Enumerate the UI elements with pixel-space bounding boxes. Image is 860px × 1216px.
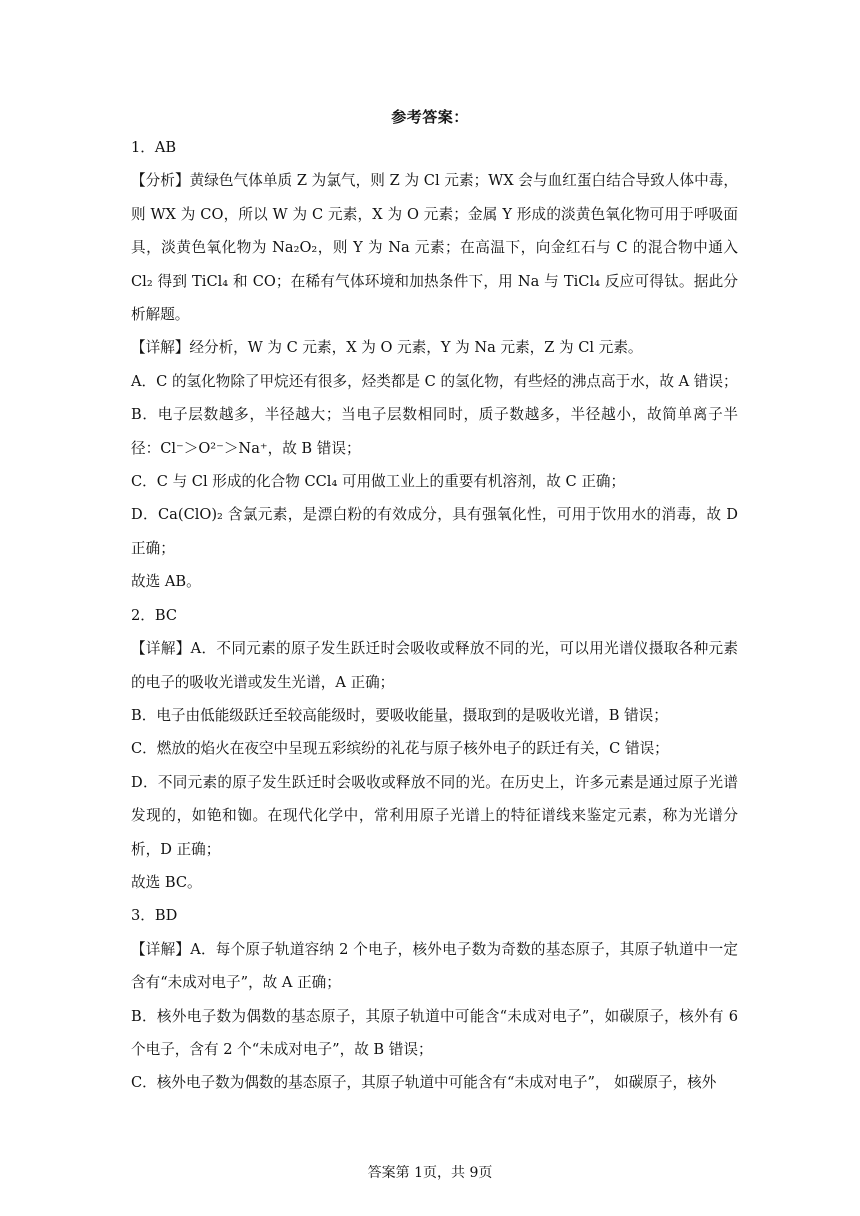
option-a: A．C 的氢化物除了甲烷还有很多，烃类都是 C 的氢化物，有些烃的沸点高于水，故 A 错误； — [131, 372, 738, 390]
conclusion: 故选 BC。 — [131, 873, 202, 891]
option-b: B．电子层数越多，半径越大；当电子层数相同时，质子数越多，半径越小，故简单离子半径：Cl⁻＞O²⁻＞Na⁺，故 B 错误； — [131, 406, 738, 457]
page-footer: 答案第 1页，共 9页 — [367, 1165, 493, 1181]
conclusion: 故选 AB。 — [131, 573, 201, 591]
explanation-paragraph: 【详解】经分析，W 为 C 元素，X 为 O 元素，Y 为 Na 元素，Z 为 Cl 元素。 — [131, 339, 643, 357]
analysis-paragraph: 【分析】黄绿色气体单质 Z 为氯气，则 Z 为 Cl 元素；WX 会与血红蛋白结合导致人体中毒，则 WX 为 CO，所以 W 为 C 元素，X 为 O 元素；金属 Y 形成的淡黄色氧化物可用于呼吸面具，淡黄色氧化物为 Na₂O₂，则 Y 为 Na 元素；在高温下，向金红石与 C 的混合物中通入 Cl₂ 得到 TiCl₄ 和 CO；在稀有气体环境和加热条件下，用 Na 与 TiCl₄ 反应可得钛。据此分析解题。 — [131, 172, 738, 324]
answer-number: 1．AB — [131, 139, 177, 156]
answer-content — [131, 131, 738, 1100]
option-c: C．核外电子数为偶数的基态原子，其原子轨道中可能含有“未成对电子”， 如碳原子，核外 — [131, 1074, 717, 1092]
answer-number: 2．BC — [131, 606, 178, 624]
option-c: C．C 与 Cl 形成的化合物 CCl₄ 可用做工业上的重要有机溶剂，故 C 正确； — [131, 473, 626, 491]
page-title: 参考答案： — [391, 108, 469, 126]
option-b: B．电子由低能级跃迁至较高能级时，要吸收能量，摄取到的是吸收光谱，B 错误； — [131, 706, 668, 724]
option-d: D．不同元素的原子发生跃迁时会吸收或释放不同的光。在历史上，许多元素是通过原子光谱发现的，如铯和铷。在现代化学中，常利用原子光谱上的特征谱线来鉴定元素，称为光谱分析，D 正确； — [131, 773, 738, 858]
explanation-paragraph: 【详解】A．每个原子轨道容纳 2 个电子，核外电子数为奇数的基态原子，其原子轨道中一定含有“未成对电子”，故 A 正确； — [131, 940, 738, 992]
option-c: C．燃放的焰火在夜空中呈现五彩缤纷的礼花与原子核外电子的跃迁有关，C 错误； — [131, 740, 669, 758]
answer-number: 3．BD — [131, 907, 178, 925]
option-d: D．Ca(ClO)₂ 含氯元素，是漂白粉的有效成分，具有强氧化性，可用于饮用水的消毒，故 D 正确； — [131, 506, 738, 557]
explanation-paragraph: 【详解】A．不同元素的原子发生跃迁时会吸收或释放不同的光，可以用光谱仪摄取各种元素的电子的吸收光谱或发生光谱，A 正确； — [131, 640, 738, 691]
option-b: B．核外电子数为偶数的基态原子，其原子轨道中可能含“未成对电子”，如碳原子，核外有 6 个电子，含有 2 个“未成对电子”，故 B 错误； — [131, 1007, 738, 1058]
